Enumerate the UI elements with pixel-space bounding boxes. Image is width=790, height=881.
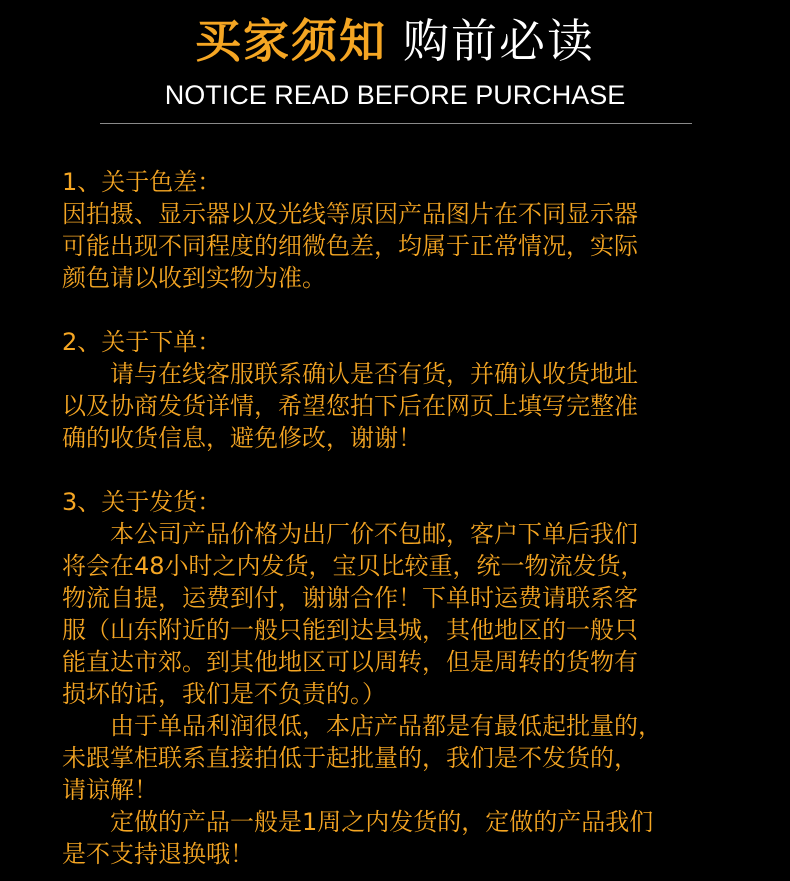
section-text-line: 服（山东附近的一般只能到达县城，其他地区的一般只 <box>62 616 638 644</box>
section-text-line: 颜色请以收到实物为准。 <box>62 264 326 292</box>
section-text-line: 确的收货信息，避免修改，谢谢！ <box>62 424 422 452</box>
section-ordering <box>62 326 742 454</box>
section-text-line: 未跟掌柜联系直接拍低于起批量的，我们是不发货的， <box>62 744 638 772</box>
section-text-line: 因拍摄、显示器以及光线等原因产品图片在不同显示器 <box>62 200 638 228</box>
section-text-line: 由于单品利润很低，本店产品都是有最低起批量的， <box>110 712 662 740</box>
title-buyer-notice: 买家须知 <box>195 14 387 68</box>
section-color-difference <box>62 166 742 294</box>
section-text-line: 以及协商发货详情，希望您拍下后在网页上填写完整准 <box>62 392 638 420</box>
section-text-line: 是不支持退换哦！ <box>62 840 254 868</box>
section-text-line: 能直达市郊。到其他地区可以周转，但是周转的货物有 <box>62 648 638 676</box>
section-heading: 2、关于下单： <box>62 328 222 356</box>
section-shipping <box>62 486 742 870</box>
section-text-line: 损坏的话，我们是不负责的。） <box>62 680 386 708</box>
section-text-line: 定做的产品一般是1周之内发货的，定做的产品我们 <box>110 808 654 836</box>
page-title <box>0 14 790 68</box>
section-heading: 3、关于发货： <box>62 488 222 516</box>
section-text-line: 本公司产品价格为出厂价不包邮，客户下单后我们 <box>110 520 638 548</box>
section-text-line: 物流自提，运费到付，谢谢合作！下单时运费请联系客 <box>62 584 638 612</box>
notice-content <box>62 166 742 870</box>
header-divider <box>100 123 692 124</box>
section-text-line: 请谅解！ <box>62 776 158 804</box>
section-heading: 1、关于色差： <box>62 168 222 196</box>
title-read-before-purchase: 购前必读 <box>403 14 595 68</box>
notice-header <box>0 0 790 130</box>
section-text-line: 将会在48小时之内发货，宝贝比较重，统一物流发货， <box>62 552 645 580</box>
page-subtitle: NOTICE READ BEFORE PURCHASE <box>164 80 626 110</box>
section-text-line: 请与在线客服联系确认是否有货，并确认收货地址 <box>110 360 638 388</box>
section-text-line: 可能出现不同程度的细微色差，均属于正常情况，实际 <box>62 232 638 260</box>
